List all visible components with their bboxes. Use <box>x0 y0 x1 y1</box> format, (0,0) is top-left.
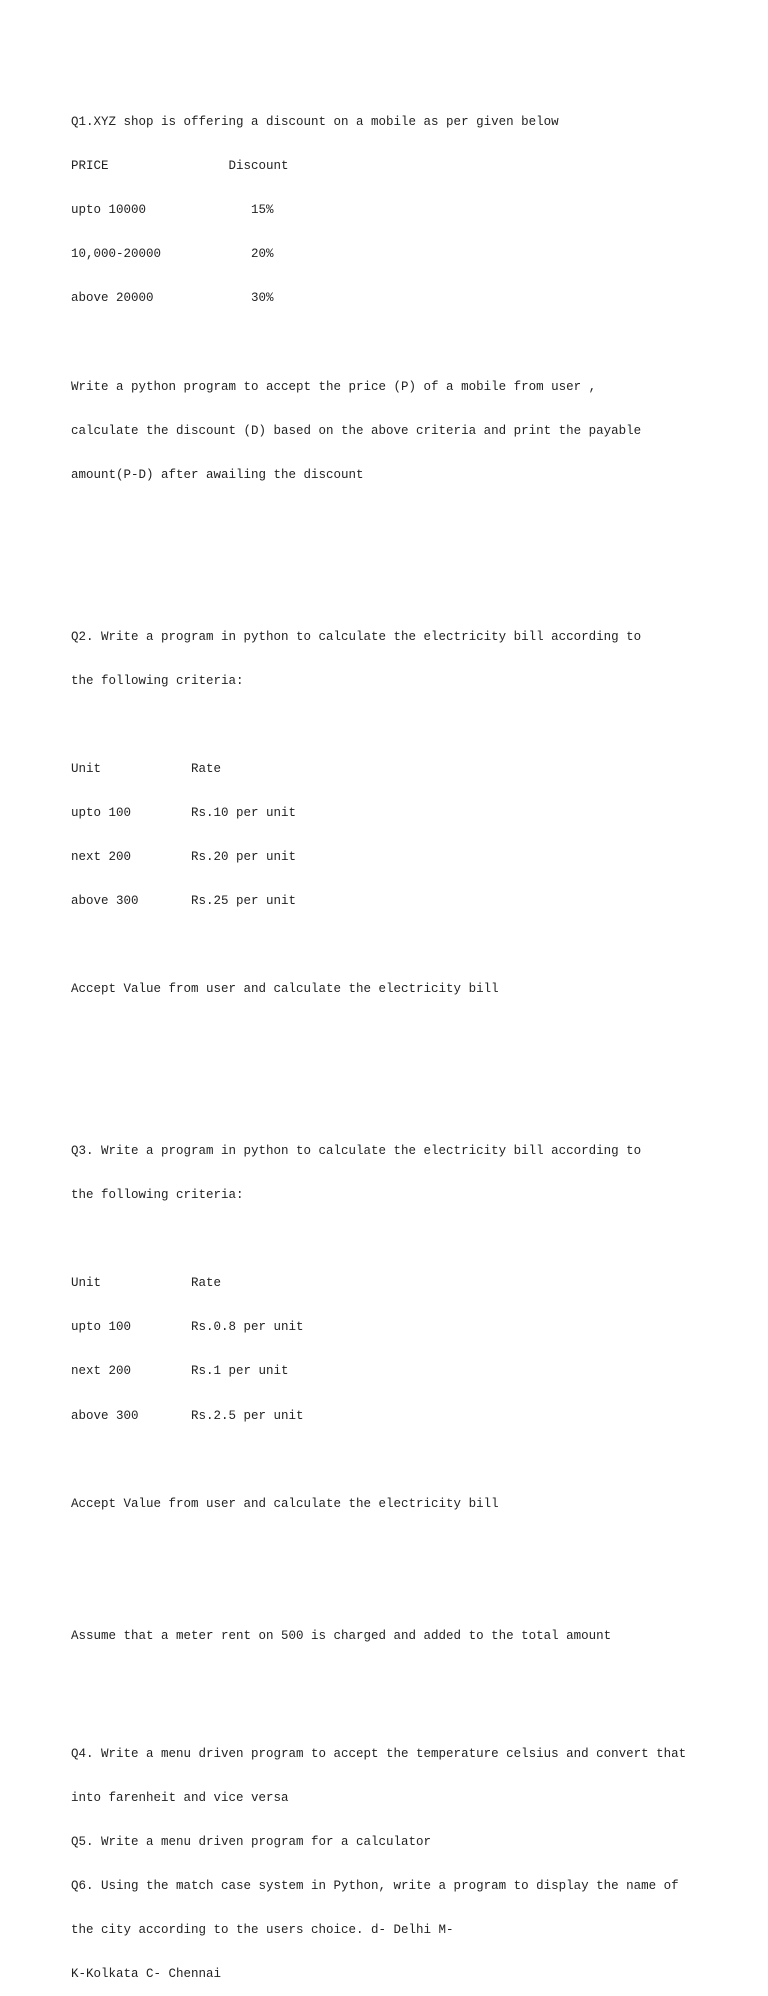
q1-table-row: above 20000 30% <box>71 291 274 306</box>
q2-title: Q2. Write a program in python to calculate the electricity bill according to <box>71 629 642 644</box>
q3-title: Q3. Write a program in python to calculate the electricity bill according to <box>71 1143 642 1158</box>
document-page <box>71 71 751 1996</box>
q3-table-row: upto 100 Rs.0.8 per unit <box>71 1320 304 1335</box>
q3-table-row: next 200 Rs.1 per unit <box>71 1364 289 1379</box>
q3-footer: Accept Value from user and calculate the electricity bill <box>71 1496 499 1511</box>
q1-table-row: 10,000-20000 20% <box>71 247 274 262</box>
q1-table-header: PRICE Discount <box>71 159 289 174</box>
q2-table-header: Unit Rate <box>71 761 222 776</box>
q3-table-header: Unit Rate <box>71 1276 222 1291</box>
q6-line: K-Kolkata C- Chennai <box>71 1967 222 1982</box>
q3-note: Assume that a meter rent on 500 is charged and added to the total amount <box>71 1629 612 1644</box>
q2-title: the following criteria: <box>71 673 244 688</box>
q2-table-row: upto 100 Rs.10 per unit <box>71 805 297 820</box>
q1-title: Q1.XYZ shop is offering a discount on a mobile as per given below <box>71 115 559 130</box>
q2-table-row: next 200 Rs.20 per unit <box>71 850 297 865</box>
q5-line: Q5. Write a menu driven program for a calculator <box>71 1834 432 1849</box>
q1-body-line: amount(P-D) after awailing the discount <box>71 467 364 482</box>
q1-body-line: calculate the discount (D) based on the above criteria and print the payable <box>71 423 642 438</box>
q6-line: the city according to the users choice. d- Delhi M- <box>71 1922 454 1937</box>
q1-body-line: Write a python program to accept the price (P) of a mobile from user , <box>71 379 597 394</box>
q6-line: Q6. Using the match case system in Python, write a program to display the name of <box>71 1878 679 1893</box>
q3-table-row: above 300 Rs.2.5 per unit <box>71 1408 304 1423</box>
q2-footer: Accept Value from user and calculate the electricity bill <box>71 982 499 997</box>
q4-line: Q4. Write a menu driven program to accept the temperature celsius and convert that <box>71 1746 687 1761</box>
q2-table-row: above 300 Rs.25 per unit <box>71 894 297 909</box>
q3-title: the following criteria: <box>71 1188 244 1203</box>
q4-line: into farenheit and vice versa <box>71 1790 289 1805</box>
q1-table-row: upto 10000 15% <box>71 203 274 218</box>
